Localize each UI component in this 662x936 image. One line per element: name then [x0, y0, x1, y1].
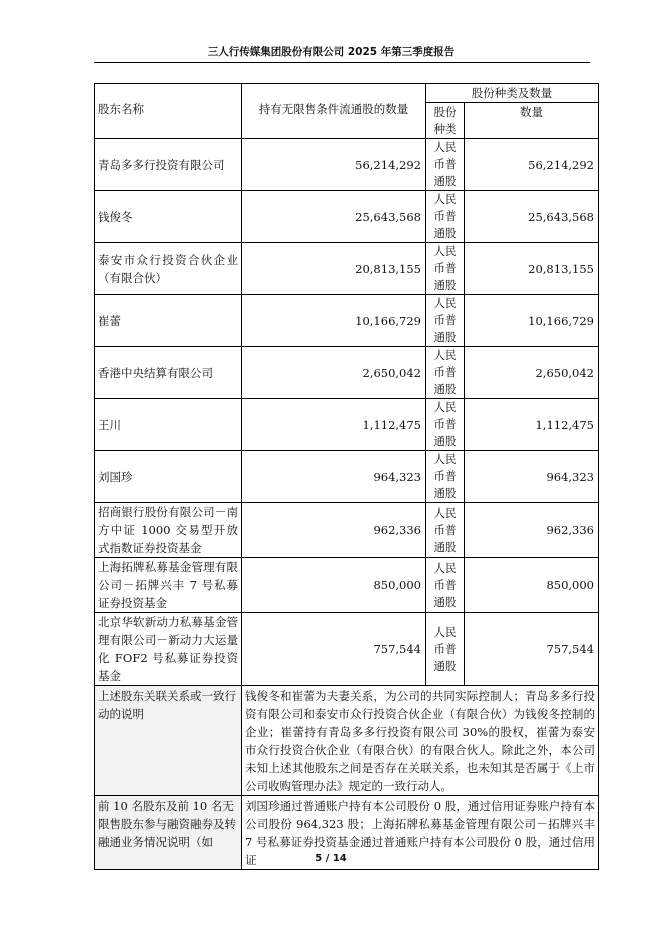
relation-note-text: 钱俊冬和崔蕾为夫妻关系，为公司的共同实际控制人；青岛多多行投资有限公司和泰安市众行投资合伙企业（有限合伙）为钱俊冬控制的企业；崔蕾持有青岛多多行投资有限公司 30%的股权，崔蕾为泰安市众行投资合伙企业（有限合伙）的有限合伙人。除此之外，本公司未知上述其他股东之间是否存在关联关系，也未知其是否属于《上市公司收购管理办法》规定的一致行动人。: [242, 686, 599, 796]
shareholder-table: [94, 83, 599, 870]
tradable-qty: 10,166,729: [242, 295, 426, 347]
share-type-line: 币普: [433, 157, 457, 171]
share-type: [426, 399, 465, 451]
table-row: [95, 347, 599, 399]
share-amount: 10,166,729: [465, 295, 599, 347]
holder-name: 王川: [95, 399, 242, 451]
share-type: [426, 613, 465, 686]
share-type-line: 币普: [433, 417, 457, 431]
share-amount: 1,112,475: [465, 399, 599, 451]
holder-name: 北京华软新动力私募基金管理有限公司－新动力大运量化 FOF2 号私募证券投资基金: [95, 613, 242, 686]
share-type: [426, 139, 465, 191]
share-type: [426, 503, 465, 558]
share-type-line: 通股: [433, 486, 457, 500]
holder-name: 香港中央结算有限公司: [95, 347, 242, 399]
share-type-line: 人民: [433, 140, 457, 154]
share-type-line: 人民: [433, 624, 457, 639]
share-type-line: 人民: [433, 296, 457, 310]
holder-name: 上海拓牌私募基金管理有限公司－拓牌兴丰 7 号私募证券投资基金: [95, 558, 242, 613]
share-type-line: 通股: [433, 174, 457, 188]
table-row: [95, 503, 599, 558]
share-type-line: 人民: [433, 244, 457, 258]
share-type-line: 通股: [433, 594, 457, 609]
table-row: [95, 295, 599, 347]
share-type-line: 人民: [433, 400, 457, 414]
page-number: 5 / 14: [315, 853, 347, 864]
share-type-line: 币普: [433, 577, 457, 592]
header-tradable-qty: 持有无限售条件流通股的数量: [242, 84, 426, 139]
tradable-qty: 25,643,568: [242, 191, 426, 243]
holder-name: 青岛多多行投资有限公司: [95, 139, 242, 191]
share-type-line: 人民: [433, 192, 457, 206]
holder-name: 刘国珍: [95, 451, 242, 503]
header-share-type: [426, 103, 465, 139]
share-type: [426, 451, 465, 503]
share-type-line: 人民: [433, 452, 457, 466]
tradable-qty: 962,336: [242, 503, 426, 558]
share-type-line: 人民: [433, 505, 457, 520]
share-type: [426, 191, 465, 243]
share-type-line: 币普: [433, 365, 457, 379]
holder-name: 崔蕾: [95, 295, 242, 347]
tradable-qty: 757,544: [242, 613, 426, 686]
tradable-qty: 850,000: [242, 558, 426, 613]
relation-note-row: [95, 686, 599, 796]
share-amount: 757,544: [465, 613, 599, 686]
relation-note-label: 上述股东关联关系或一致行动的说明: [95, 686, 242, 796]
table-row: [95, 558, 599, 613]
header-divider: [94, 62, 590, 63]
share-type: [426, 243, 465, 295]
table-row: [95, 243, 599, 295]
table-header-row: [95, 84, 599, 103]
share-type-line: 通股: [433, 278, 457, 292]
tradable-qty: 1,112,475: [242, 399, 426, 451]
share-type: [426, 558, 465, 613]
share-type-line: 通股: [433, 226, 457, 240]
share-type-line: 通股: [433, 539, 457, 554]
header-share-type-line: 种类: [433, 121, 457, 136]
margin-note-text: 刘国珍通过普通账户持有本公司股份 0 股，通过信用证券账户持有本公司股份 964,323 股；上海拓牌私募基金管理有限公司－拓牌兴丰 7 号私募证券投资基金通过普通账户持有本公司股份 0 股，通过信用证: [242, 796, 599, 870]
share-type-line: 通股: [433, 382, 457, 396]
tradable-qty: 56,214,292: [242, 139, 426, 191]
share-type-line: 币普: [433, 522, 457, 537]
holder-name: 招商银行股份有限公司－南方中证 1000 交易型开放式指数证券投资基金: [95, 503, 242, 558]
share-amount: 20,813,155: [465, 243, 599, 295]
header-share-type-line: 股份: [433, 104, 457, 119]
tradable-qty: 964,323: [242, 451, 426, 503]
holder-name: 钱俊冬: [95, 191, 242, 243]
table-row: [95, 399, 599, 451]
header-share-class-group: 股份种类及数量: [426, 84, 599, 103]
table-row: [95, 613, 599, 686]
table-row: [95, 139, 599, 191]
share-type-line: 通股: [433, 658, 457, 673]
share-amount: 2,650,042: [465, 347, 599, 399]
share-amount: 56,214,292: [465, 139, 599, 191]
share-type: [426, 295, 465, 347]
tradable-qty: 2,650,042: [242, 347, 426, 399]
share-amount: 964,323: [465, 451, 599, 503]
holder-name: 泰安市众行投资合伙企业（有限合伙）: [95, 243, 242, 295]
share-type-line: 币普: [433, 641, 457, 656]
share-type-line: 币普: [433, 261, 457, 275]
header-amount: 数量: [465, 103, 599, 139]
tradable-qty: 20,813,155: [242, 243, 426, 295]
share-amount: 850,000: [465, 558, 599, 613]
report-header: 三人行传媒集团股份有限公司 2025 年第三季度报告: [207, 46, 455, 58]
share-type-line: 通股: [433, 434, 457, 448]
share-type-line: 人民: [433, 560, 457, 575]
share-type-line: 币普: [433, 469, 457, 483]
share-type: [426, 347, 465, 399]
share-amount: 25,643,568: [465, 191, 599, 243]
header-holder-name: 股东名称: [95, 84, 242, 139]
share-type-line: 币普: [433, 209, 457, 223]
share-type-line: 通股: [433, 330, 457, 344]
table-row: [95, 451, 599, 503]
share-amount: 962,336: [465, 503, 599, 558]
margin-note-label: 前 10 名股东及前 10 名无限售股东参与融资融券及转融通业务情况说明（如: [95, 796, 242, 870]
table-row: [95, 191, 599, 243]
share-type-line: 人民: [433, 348, 457, 362]
share-type-line: 币普: [433, 313, 457, 327]
